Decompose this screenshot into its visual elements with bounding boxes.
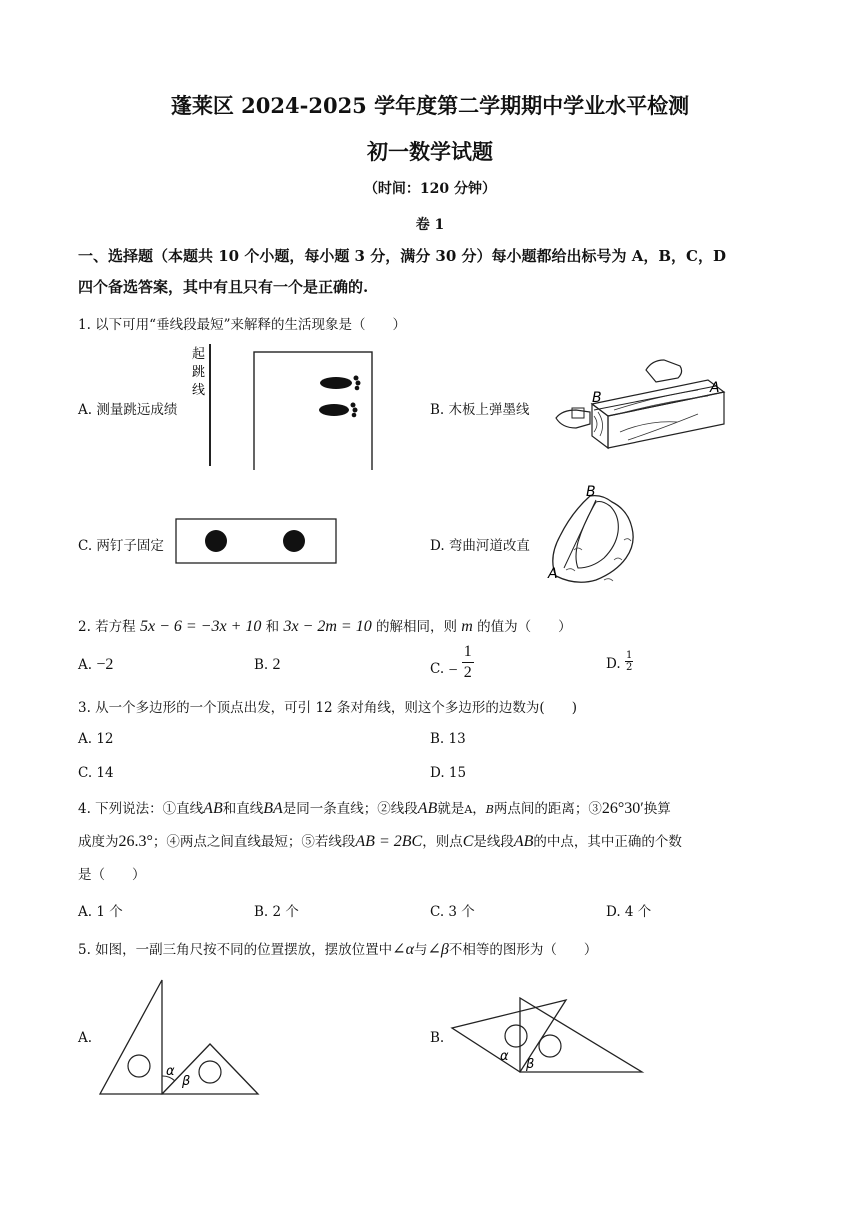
segment-ab: AB	[417, 800, 438, 817]
option-value: 2	[272, 656, 281, 673]
q5-figure-b	[450, 994, 646, 1080]
q2-option-d	[606, 650, 633, 673]
fraction-denominator: 2	[625, 662, 633, 673]
text: 成度为	[78, 834, 119, 850]
wooden-strip	[176, 519, 336, 563]
line-ab: AB	[203, 800, 223, 817]
q3-option-d: D. 15	[430, 765, 467, 781]
option-label: A.	[78, 657, 93, 673]
beta-label: β	[182, 1074, 191, 1089]
q2-variable: m	[461, 618, 473, 635]
text: 与	[413, 942, 428, 958]
q3-option-a: A. 12	[78, 731, 114, 747]
q4-option-c: C. 3 个	[430, 904, 475, 920]
q3-option-c: C. 14	[78, 765, 114, 781]
q1-stem: 1. 以下可用“垂线段最短”来解释的生活现象是（ ）	[78, 317, 406, 333]
segment-ab: AB	[513, 833, 534, 850]
q1-figure-c	[172, 516, 340, 568]
text: ；④两点之间直线最短；⑤若线段	[152, 834, 356, 850]
q2-suffix-1: 的解相同，则	[376, 619, 457, 635]
q3-option-b: B. 13	[430, 731, 466, 747]
text: 和直线	[222, 801, 264, 817]
q3-stem: 3. 从一个多边形的一个顶点出发，可引 12 条对角线，则这个多边形的边数为( )	[78, 700, 577, 716]
point-b-label: B	[592, 390, 602, 406]
exam-subtitle: 初一数学试题	[367, 139, 493, 164]
q2-connector: 和	[265, 619, 280, 635]
q1-figure-a	[186, 342, 376, 470]
angle-alpha: ∠α	[392, 941, 414, 958]
q4-line-1	[78, 797, 671, 818]
q2-equation-2: 3x − 2m = 10	[283, 618, 372, 635]
option-label: D.	[606, 656, 621, 672]
text: 不相等的图形为（ ）	[448, 942, 598, 958]
q4-line-3: 是（ ）	[78, 867, 146, 883]
option-label: B.	[254, 657, 269, 673]
q2-prefix: 2. 若方程	[78, 619, 136, 635]
angle-value: 26°30′	[601, 800, 644, 817]
text: 就是	[437, 801, 465, 817]
q2-equation-1: 5x − 6 = −3x + 10	[139, 618, 262, 635]
text: 两点间的距离；③	[493, 801, 602, 817]
set-square-30-60	[520, 998, 642, 1072]
q4-option-b: B. 2 个	[254, 904, 299, 920]
section-heading-line2: 四个备选答案，其中有且只有一个是正确的.	[78, 278, 369, 296]
q4-option-d: D. 4 个	[606, 904, 652, 920]
exam-time: （时间：120 分钟）	[363, 181, 497, 197]
option-fraction	[462, 643, 474, 683]
text: 的中点，其中正确的个数	[533, 834, 682, 850]
q1-option-a: A. 测量跳远成绩	[78, 402, 178, 418]
text: ，	[472, 801, 486, 817]
point-b-label: B	[586, 484, 596, 500]
straight-channel-line	[564, 500, 596, 568]
text: 是同一条直线；②线段	[282, 801, 418, 817]
q5-option-a: A.	[78, 1030, 93, 1046]
segment-equation: AB = 2BC	[355, 833, 423, 850]
q5-stem	[78, 938, 597, 959]
q2-suffix-2: 的值为（ ）	[477, 619, 572, 635]
text: 4. 下列说法：①直线	[78, 801, 204, 817]
q2-option-c	[430, 643, 474, 683]
volume-label: 卷 1	[415, 217, 445, 233]
start-line-label-2: 跳	[192, 365, 206, 380]
section-heading-line1: 一、选择题（本题共 10 个小题，每小题 3 分，满分 30 分）每小题都给出标号为 A，B，C，D	[78, 247, 727, 265]
q2-option-b	[254, 656, 281, 674]
q1-figure-d	[544, 480, 656, 602]
point-a-label: A	[548, 566, 558, 582]
set-square-45	[452, 1000, 566, 1072]
q1-option-c: C. 两钉子固定	[78, 538, 164, 554]
q4-option-a: A. 1 个	[78, 904, 123, 920]
fraction-numerator: 1	[625, 650, 633, 661]
q1-option-d: D. 弯曲河道改直	[430, 538, 530, 554]
option-label: C.	[430, 661, 445, 677]
alpha-label: α	[166, 1064, 175, 1079]
beta-label: β	[526, 1057, 535, 1072]
q5-option-b: B.	[430, 1030, 445, 1046]
q1-figure-b	[548, 352, 728, 462]
option-value: −2	[96, 656, 114, 673]
river-outer-bank	[553, 496, 633, 583]
nail-icon	[205, 530, 227, 552]
nail-icon	[283, 530, 305, 552]
q5-figure-a	[96, 976, 266, 1100]
exam-title: 蓬莱区 2024-2025 学年度第二学期期中学业水平检测	[170, 93, 690, 118]
text: ，则点	[422, 834, 463, 850]
start-line-label-3: 线	[192, 383, 206, 398]
option-sign: −	[448, 662, 458, 679]
fraction-numerator: 1	[462, 642, 474, 663]
degree-value: 26.3°	[118, 833, 153, 850]
point-c: C	[462, 833, 474, 850]
option-fraction	[625, 650, 633, 673]
q4-line-2	[78, 830, 682, 851]
q1-option-b: B. 木板上弹墨线	[430, 402, 530, 418]
q2-option-a	[78, 656, 113, 674]
text: 换算	[643, 801, 671, 817]
footprint-icon	[319, 376, 361, 418]
angle-beta: ∠β	[427, 941, 449, 958]
line-ba: BA	[263, 800, 283, 817]
text: 是线段	[473, 834, 514, 850]
alpha-label: α	[500, 1049, 509, 1064]
point-a: A	[464, 803, 473, 816]
q2-stem	[78, 615, 572, 636]
fraction-denominator: 2	[463, 664, 472, 681]
set-square-30-60	[100, 980, 162, 1094]
point-b: B	[485, 803, 494, 816]
set-square-45	[162, 1044, 258, 1094]
start-line-label-1: 起	[192, 347, 206, 362]
hand-icon	[556, 360, 682, 428]
board-icon	[592, 380, 724, 448]
text: 5. 如图，一副三角尺按不同的位置摆放，摆放位置中	[78, 942, 393, 958]
river-inner-bank	[576, 502, 618, 569]
point-a-label: A	[710, 380, 720, 396]
